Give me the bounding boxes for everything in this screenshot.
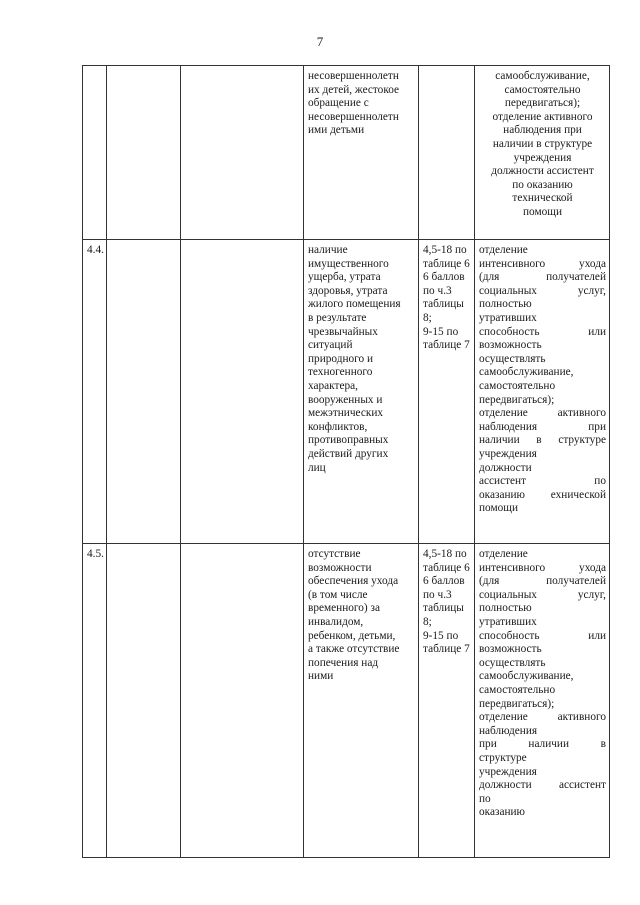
text-line: интенсивного ухода xyxy=(479,257,606,270)
text-line: оказанию xyxy=(479,806,525,819)
text-line: возможность xyxy=(479,643,542,656)
text-line: утративших xyxy=(479,615,537,628)
text-line: способность или xyxy=(479,325,606,338)
units-cell xyxy=(475,544,610,858)
text-line: наличии в структуре xyxy=(479,434,606,447)
text-line: утративших xyxy=(479,311,537,324)
empty-cell xyxy=(107,240,181,544)
text-line: 4,5-18 по xyxy=(423,548,467,560)
text-line: попечения над xyxy=(308,656,379,669)
units-cell xyxy=(475,66,610,240)
score-cell xyxy=(419,66,475,240)
text-line: отсутствие xyxy=(308,548,361,560)
text-line: таблице 6 xyxy=(423,257,470,270)
text-line: ними xyxy=(308,670,334,683)
text-line: противоправных xyxy=(308,434,389,447)
text-line: ассистент по xyxy=(479,475,606,488)
text-line: отделение активного xyxy=(492,110,593,123)
text-line: отделение xyxy=(479,244,528,256)
text-line: интенсивного ухода xyxy=(479,561,606,574)
text-line: несовершеннолетн xyxy=(308,70,399,82)
table-row xyxy=(83,240,610,544)
text-line: наличие xyxy=(308,244,348,256)
text-line: (для получателей xyxy=(479,575,606,588)
text-line: вооруженных и xyxy=(308,393,383,406)
text-line: лиц xyxy=(308,461,326,474)
text-line: должности ассистент xyxy=(479,779,606,792)
text-line: конфликтов, xyxy=(308,420,368,433)
text-line: осуществлять xyxy=(479,352,546,365)
text-line: таблицы xyxy=(423,298,464,311)
text-line: полностью xyxy=(479,298,532,311)
empty-cell xyxy=(181,544,304,858)
services-table xyxy=(82,65,610,858)
text-line: оказанию ехнической xyxy=(479,488,606,501)
text-line: учреждения xyxy=(513,151,572,164)
text-line: отделение активного xyxy=(479,407,606,420)
text-line: осуществлять xyxy=(479,656,546,669)
text-line: 9-15 по xyxy=(423,629,459,642)
text-line: действий других xyxy=(308,447,389,460)
text-line: помощи xyxy=(479,502,519,515)
text-line: обращение с xyxy=(308,97,369,110)
row-number-cell: 4.4. xyxy=(83,240,107,544)
text-line: таблице 7 xyxy=(423,643,470,656)
text-line: учреждения xyxy=(479,765,537,778)
empty-cell xyxy=(107,544,181,858)
text-line: социальных услуг, xyxy=(479,588,606,601)
text-line: самостоятельно xyxy=(479,683,556,696)
text-line: ситуаций xyxy=(308,339,353,352)
text-line: а также отсутствие xyxy=(308,643,400,656)
text-line: полностью xyxy=(479,602,532,615)
text-line: должности xyxy=(479,461,532,474)
text-line: ими детьми xyxy=(308,124,365,137)
text-line: самообслуживание, xyxy=(479,366,574,379)
text-line: (для получателей xyxy=(479,271,606,284)
condition-cell xyxy=(304,240,419,544)
text-line: отделение xyxy=(479,548,528,560)
text-line: наличии в структуре xyxy=(492,137,593,150)
text-line: несовершеннолетн xyxy=(308,110,399,123)
text-line: 4,5-18 по xyxy=(423,244,467,256)
text-line: жилого помещения xyxy=(308,298,401,311)
text-line: межэтнических xyxy=(308,407,384,420)
text-line: их детей, жестокое xyxy=(308,83,400,96)
text-line: 6 баллов xyxy=(423,271,465,284)
text-line: 8; xyxy=(423,615,432,628)
text-line: при наличии в xyxy=(479,738,606,751)
text-line: отделение активного xyxy=(479,711,606,724)
score-cell xyxy=(419,544,475,858)
text-line: природного и xyxy=(308,352,374,365)
text-line: по оказанию xyxy=(512,178,573,191)
text-line: в результате xyxy=(308,311,367,324)
text-line: ущерба, утрата xyxy=(308,271,381,284)
condition-cell xyxy=(304,544,419,858)
text-line: самостоятельно xyxy=(504,83,581,96)
condition-cell xyxy=(304,66,419,240)
units-cell xyxy=(475,240,610,544)
text-line: самостоятельно xyxy=(479,379,556,392)
text-line: самообслуживание, xyxy=(479,670,574,683)
text-line: характера, xyxy=(308,379,358,392)
text-line: учреждения xyxy=(479,447,537,460)
text-line: способность или xyxy=(479,629,606,642)
text-line: возможности xyxy=(308,561,372,574)
text-line: по ч.3 xyxy=(423,284,452,297)
text-line: здоровья, утрата xyxy=(308,284,388,297)
score-cell xyxy=(419,240,475,544)
text-line: обеспечения ухода xyxy=(308,575,399,588)
text-line: временного) за xyxy=(308,602,380,615)
text-line: таблицы xyxy=(423,602,464,615)
text-line: (в том числе xyxy=(308,588,368,601)
empty-cell xyxy=(181,66,304,240)
text-line: технической xyxy=(512,192,573,205)
text-line: чрезвычайных xyxy=(308,325,378,338)
text-line: ребенком, детьми, xyxy=(308,629,396,642)
text-line: по ч.3 xyxy=(423,588,452,601)
text-line: наблюдения xyxy=(479,724,538,737)
text-line: самообслуживание, xyxy=(495,70,590,82)
text-line: структуре xyxy=(479,751,527,764)
text-line: должности ассистент xyxy=(491,165,594,178)
table-row xyxy=(83,544,610,858)
text-line: инвалидом, xyxy=(308,615,364,628)
text-line: помощи xyxy=(522,205,563,218)
text-line: передвигаться); xyxy=(504,97,581,110)
page-number: 7 xyxy=(316,34,324,49)
text-line: наблюдения при xyxy=(503,124,582,137)
text-line: 6 баллов xyxy=(423,575,465,588)
text-line: по xyxy=(479,792,491,805)
text-line: передвигаться); xyxy=(479,697,555,710)
text-line: имущественного xyxy=(308,257,389,270)
text-line: социальных услуг, xyxy=(479,284,606,297)
text-line: наблюдения при xyxy=(479,420,606,433)
text-line: передвигаться); xyxy=(479,393,555,406)
text-line: таблице 6 xyxy=(423,561,470,574)
text-line: возможность xyxy=(479,339,542,352)
empty-cell xyxy=(107,66,181,240)
row-number-cell: 4.5. xyxy=(83,544,107,858)
row-number-cell xyxy=(83,66,107,240)
empty-cell xyxy=(181,240,304,544)
text-line: таблице 7 xyxy=(423,339,470,352)
text-line: 8; xyxy=(423,311,432,324)
text-line: техногенного xyxy=(308,366,373,379)
text-line: 9-15 по xyxy=(423,325,459,338)
table-row xyxy=(83,66,610,240)
